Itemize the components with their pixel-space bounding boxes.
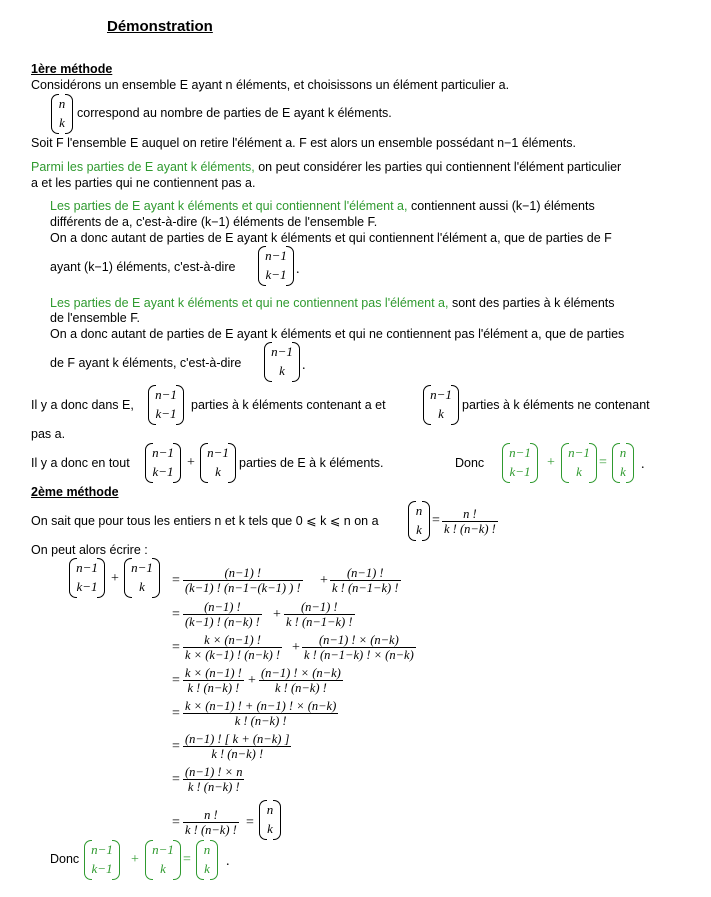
page-title: Démonstration [107, 18, 213, 35]
m1-sub-2-line-2: de l'ensemble F. [50, 311, 140, 325]
m1-para-1: Parmi les parties de E ayant k éléments, on peut considérer les parties qui contiennent l'élément particulier [31, 160, 622, 174]
equals-sign: = [432, 513, 440, 528]
fraction-r2a: (n−1) ! (k−1) ! (n−k) ! [185, 600, 260, 629]
plus-sign: + [273, 607, 281, 622]
equals-sign: = [172, 815, 180, 830]
equals-sign: = [172, 673, 180, 688]
fraction-r5: k × (n−1) ! + (n−1) ! × (n−k) k ! (n−k) ! [185, 699, 337, 728]
period: . [641, 457, 645, 472]
fraction-r4a: k × (n−1) ! k ! (n−k) ! [185, 666, 242, 695]
binom-n-k-green: n k [612, 443, 634, 483]
m1-sub-1-line-4: ayant (k−1) éléments, c'est-à-dire [50, 260, 236, 274]
m1-sub-2-line-4: de F ayant k éléments, c'est-à-dire [50, 356, 242, 370]
equals-sign: = [599, 455, 607, 470]
m1-sub-1-line-2: différents de a, c'est-à-dire (k−1) éléments de l'ensemble F. [50, 215, 378, 229]
plus-sign: + [547, 455, 555, 470]
m2-donc: Donc [50, 852, 80, 866]
binom-n1-k1: n−1 k−1 [145, 443, 181, 483]
plus-sign: + [292, 640, 300, 655]
m1-donc: Donc [455, 456, 485, 470]
m1-concl-1d: pas a. [31, 427, 66, 441]
fraction-r1a: (n−1) ! (k−1) ! (n−1−(k−1) ) ! [185, 566, 301, 595]
fraction-r3b: (n−1) ! × (n−k) k ! (n−1−k) ! × (n−k) [304, 633, 414, 662]
m1-concl-1c: parties à k éléments ne contenant [462, 398, 650, 412]
equals-sign: = [183, 852, 191, 867]
m2-line-1: On sait que pour tous les entiers n et k tels que 0 ⩽ k ⩽ n on a [31, 514, 379, 528]
m1-sub-1-line-3: On a donc autant de parties de E ayant k éléments et qui contiennent l'élément a, que de parties de F [50, 231, 612, 245]
fraction-r1b: (n−1) ! k ! (n−1−k) ! [332, 566, 399, 595]
equals-sign: = [172, 772, 180, 787]
m1-concl-2b: parties de E à k éléments. [239, 456, 384, 470]
m1-para-1-end: a et les parties qui ne contiennent pas a. [31, 176, 256, 190]
equals-sign: = [172, 573, 180, 588]
method-1-heading: 1ère méthode [31, 62, 113, 76]
binom-n1-k1-green: n−1 k−1 [84, 840, 120, 880]
binom-n-k: n k [51, 94, 73, 134]
plus-sign: + [248, 673, 256, 688]
binom-n-k: n k [408, 501, 430, 541]
m2-line-2: On peut alors écrire : [31, 543, 148, 557]
equals-sign: = [172, 739, 180, 754]
binom-n1-k1: n−1 k−1 [148, 385, 184, 425]
period: . [226, 854, 230, 869]
binom-n1-k-green: n−1 k [561, 443, 597, 483]
fraction-r2b: (n−1) ! k ! (n−1−k) ! [286, 600, 353, 629]
equals-sign: = [172, 607, 180, 622]
fraction-r3a: k × (n−1) ! k × (k−1) ! (n−k) ! [185, 633, 281, 662]
fraction-binomial-formula: n ! k ! (n−k) ! [444, 507, 496, 536]
m1-line-1: Considérons un ensemble E ayant n éléments, et choisissons un élément particulier a. [31, 78, 510, 92]
method-2-heading: 2ème méthode [31, 485, 119, 499]
binom-n1-k: n−1 k [264, 342, 300, 382]
period: . [302, 358, 306, 373]
plus-sign: + [111, 571, 119, 586]
m1-line-2: correspond au nombre de parties de E ayant k éléments. [77, 106, 392, 120]
fraction-r6: (n−1) ! [ k + (n−k) ] k ! (n−k) ! [185, 732, 290, 761]
m1-concl-1b: parties à k éléments contenant a et [191, 398, 386, 412]
fraction-r8: n ! k ! (n−k) ! [185, 808, 237, 837]
m1-sub-2-line-3: On a donc autant de parties de E ayant k éléments et qui ne contiennent pas l'élément a, que de parties [50, 327, 625, 341]
equals-sign: = [172, 640, 180, 655]
binom-n1-k: n−1 k [423, 385, 459, 425]
binom-n-k-green: n k [196, 840, 218, 880]
fraction-r7: (n−1) ! × n k ! (n−k) ! [185, 765, 243, 794]
equals-sign: = [246, 815, 254, 830]
m1-line-3: Soit F l'ensemble E auquel on retire l'élément a. F est alors un ensemble possédant n−1 éléments. [31, 136, 577, 150]
fraction-r4b: (n−1) ! × (n−k) k ! (n−k) ! [261, 666, 341, 695]
binom-n1-k: n−1 k [124, 558, 160, 598]
plus-sign: + [187, 455, 195, 470]
binom-n1-k1-green: n−1 k−1 [502, 443, 538, 483]
binom-n1-k1: n−1 k−1 [258, 246, 294, 286]
plus-sign: + [320, 573, 328, 588]
binom-n1-k: n−1 k [200, 443, 236, 483]
binom-n1-k-green: n−1 k [145, 840, 181, 880]
binom-n-k: n k [259, 800, 281, 840]
m1-sub-1-line-1: Les parties de E ayant k éléments et qui contiennent l'élément a, contiennent aussi (k−1) éléments [50, 199, 595, 213]
m1-sub-2-line-1: Les parties de E ayant k éléments et qui ne contiennent pas l'élément a, sont des parties à k éléments [50, 296, 615, 310]
equals-sign: = [172, 706, 180, 721]
period: . [296, 262, 300, 277]
binom-n1-k1: n−1 k−1 [69, 558, 105, 598]
plus-sign: + [131, 852, 139, 867]
m1-concl-2a: Il y a donc en tout [31, 456, 130, 470]
m1-concl-1a: Il y a donc dans E, [31, 398, 134, 412]
